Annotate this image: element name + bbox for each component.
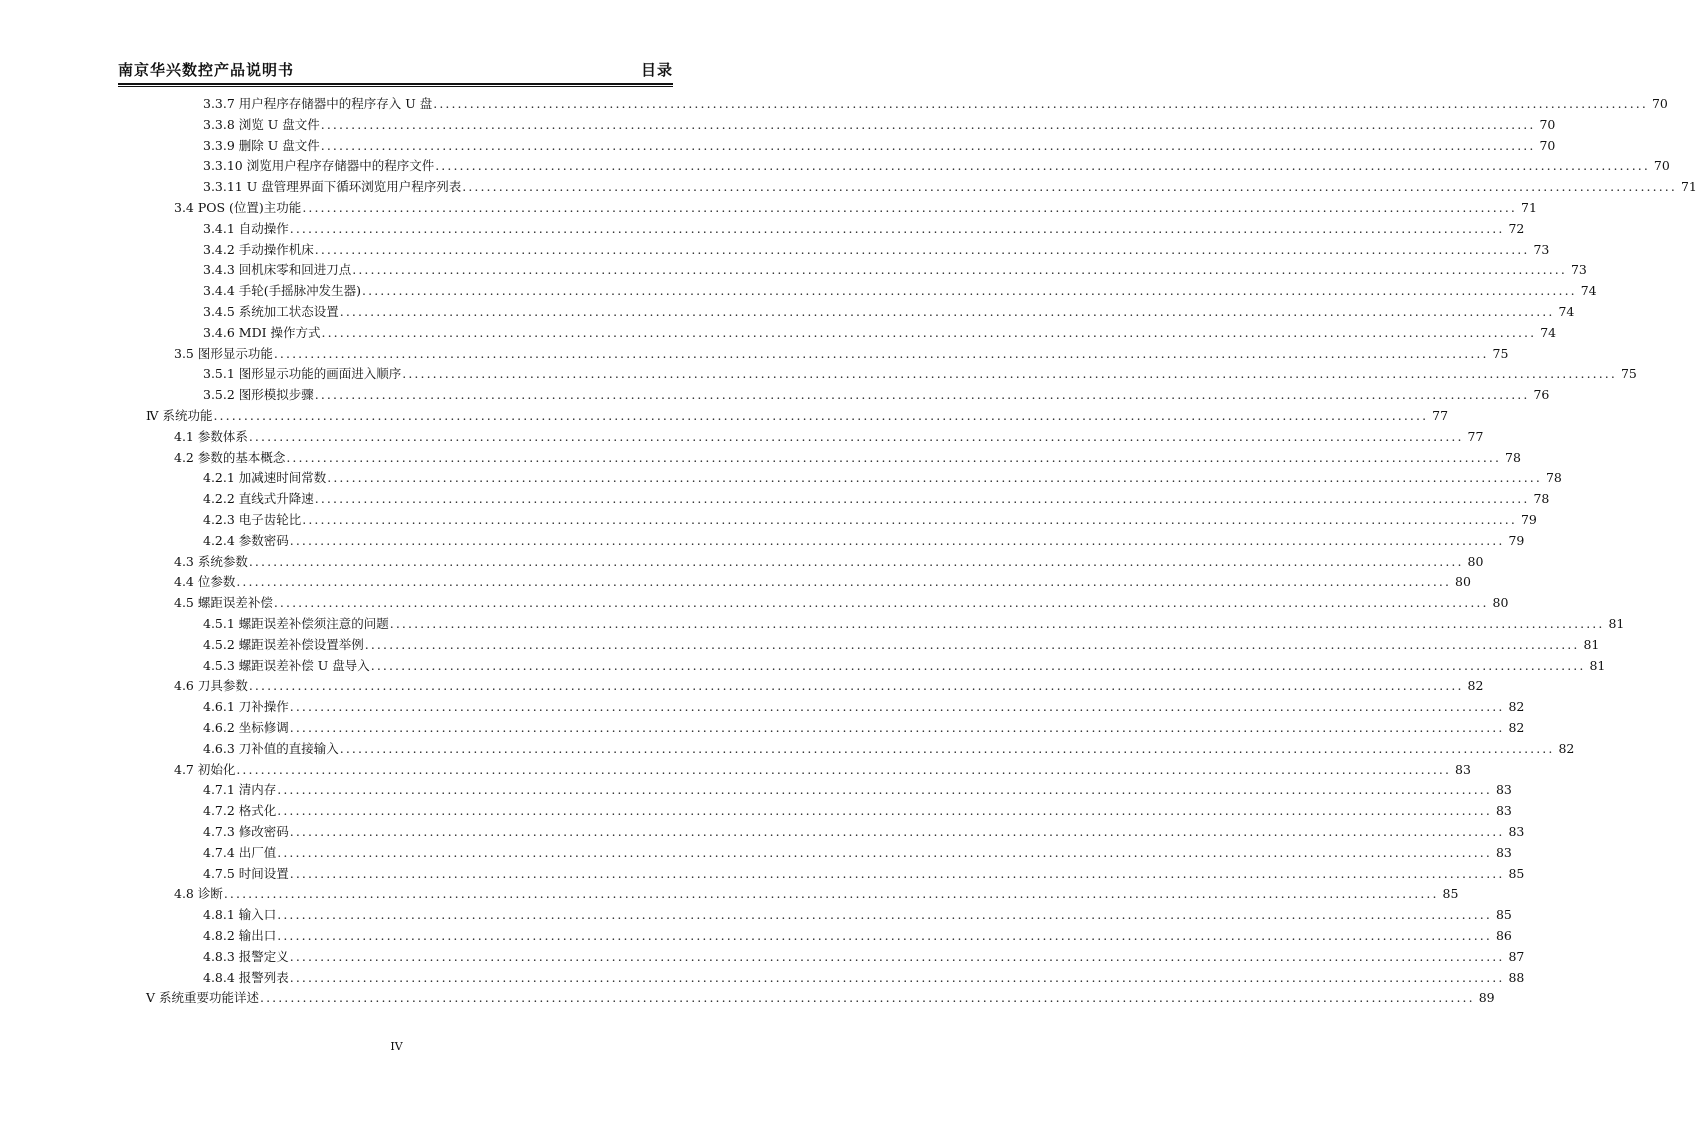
- toc-entry-page: 86: [1495, 928, 1512, 943]
- toc-entry-title: 3.3.10 浏览用户程序存储器中的程序文件: [203, 158, 435, 174]
- toc-entry-title: 3.3.7 用户程序存储器中的程序存入 U 盘: [203, 96, 433, 111]
- toc-entry[interactable]: [0, 552, 1484, 573]
- toc-entry[interactable]: [0, 947, 1525, 968]
- toc-entry-page: 81: [1583, 636, 1600, 652]
- toc-entry[interactable]: [0, 177, 1697, 198]
- toc-entry-page: 78: [1533, 491, 1550, 507]
- toc-dot-leader: ........................................................................................................................................................................................................: [320, 116, 1536, 132]
- toc-entry[interactable]: [0, 489, 1550, 510]
- toc-entry[interactable]: [0, 427, 1484, 448]
- toc-entry-page: 80: [1455, 574, 1471, 590]
- toc-dot-leader: ........................................................................................................................................................................................................: [289, 824, 1505, 839]
- toc-dot-leader: ........................................................................................................................................................................................................: [320, 137, 1536, 153]
- toc-entry-title: 4.8.4 报警列表: [203, 969, 289, 985]
- toc-entry-title: 4.5.3 螺距误差补偿 U 盘导入: [203, 657, 370, 673]
- toc-entry-title: 3.3.9 删除 U 盘文件: [203, 137, 320, 153]
- toc-entry[interactable]: [0, 323, 1557, 344]
- toc-entry-page: 70: [1539, 116, 1556, 132]
- toc-entry-title: 4.2.2 直线式升降速: [203, 491, 314, 507]
- toc-entry[interactable]: [0, 281, 1597, 302]
- toc-entry-page: 87: [1508, 948, 1525, 964]
- toc-entry-title: 4.7 初始化: [174, 761, 236, 777]
- toc-dot-leader: ........................................................................................................................................................................................................: [289, 220, 1505, 236]
- toc-entry-title: Ⅳ 系统功能: [146, 408, 213, 423]
- toc-entry-title: 3.4.3 回机床零和回进刀点: [203, 262, 352, 278]
- toc-entry[interactable]: [0, 198, 1537, 219]
- toc-entry-title: 4.2 参数的基本概念: [174, 449, 286, 465]
- toc-entry-page: 83: [1495, 844, 1512, 860]
- toc-entry[interactable]: [0, 676, 1484, 697]
- toc-entry-page: 76: [1533, 387, 1550, 403]
- toc-entry[interactable]: [0, 136, 1556, 157]
- toc-entry-title: 3.4 POS (位置)主功能: [174, 200, 302, 215]
- toc-entry[interactable]: [0, 385, 1550, 406]
- toc-dot-leader: ........................................................................................................................................................................................................: [236, 761, 1452, 777]
- toc-dot-leader: ........................................................................................................................................................................................................: [402, 366, 1617, 382]
- toc-dot-leader: ........................................................................................................................................................................................................: [248, 553, 1464, 569]
- toc-entry[interactable]: [0, 884, 1459, 905]
- toc-entry-title: 4.2.4 参数密码: [203, 532, 289, 548]
- toc-dot-leader: ........................................................................................................................................................................................................: [289, 948, 1505, 964]
- toc-entry-title: 4.5.1 螺距误差补偿须注意的问题: [203, 616, 389, 631]
- toc-entry-page: 89: [1478, 990, 1495, 1006]
- toc-entry[interactable]: [0, 988, 1495, 1009]
- toc-entry-page: 83: [1455, 761, 1471, 777]
- toc-entry-page: 80: [1492, 595, 1509, 611]
- toc-entry-title: 4.7.1 清内存: [203, 782, 277, 798]
- toc-entry-page: 88: [1508, 969, 1525, 985]
- toc-entry-page: 75: [1492, 345, 1509, 361]
- toc-entry-page: 81: [1608, 616, 1625, 631]
- toc-entry[interactable]: [0, 448, 1521, 469]
- toc-entry-page: 85: [1508, 865, 1525, 881]
- toc-dot-leader: ........................................................................................................................................................................................................: [314, 491, 1530, 507]
- toc-entry[interactable]: [0, 240, 1550, 261]
- toc-entry-title: 4.4 位参数: [174, 574, 236, 590]
- toc-entry[interactable]: [0, 156, 1670, 177]
- toc-entry-title: 3.3.8 浏览 U 盘文件: [203, 116, 320, 132]
- toc-entry-page: 83: [1495, 782, 1512, 798]
- toc-entry[interactable]: [0, 739, 1575, 760]
- toc-dot-leader: ........................................................................................................................................................................................................: [352, 262, 1567, 278]
- toc-entry-title: 4.7.2 格式化: [203, 803, 277, 819]
- toc-entry-page: 82: [1508, 699, 1525, 715]
- toc-entry-title: 3.4.4 手轮(手摇脉冲发生器): [203, 283, 362, 299]
- toc-entry[interactable]: [0, 219, 1525, 240]
- toc-entry-page: 71: [1521, 200, 1537, 215]
- toc-entry-page: 71: [1680, 179, 1697, 195]
- toc-dot-leader: ........................................................................................................................................................................................................: [302, 512, 1517, 527]
- toc-entry-title: 4.5 螺距误差补偿: [174, 595, 273, 611]
- toc-entry[interactable]: [0, 94, 1668, 115]
- toc-entry-title: 4.8.1 输入口: [203, 907, 277, 923]
- toc-entry-title: 3.4.5 系统加工状态设置: [203, 304, 339, 319]
- toc-entry[interactable]: [0, 697, 1525, 718]
- toc-entry-title: 4.7.3 修改密码: [203, 824, 289, 839]
- toc-dot-leader: ........................................................................................................................................................................................................: [302, 200, 1517, 215]
- toc-dot-leader: ........................................................................................................................................................................................................: [321, 324, 1537, 340]
- toc-entry-title: 3.5.2 图形模拟步骤: [203, 387, 314, 403]
- toc-entry[interactable]: [0, 780, 1512, 801]
- toc-entry[interactable]: [0, 614, 1625, 635]
- toc-dot-leader: ........................................................................................................................................................................................................: [277, 844, 1492, 860]
- toc-entry-title: 4.7.5 时间设置: [203, 865, 289, 881]
- toc-entry[interactable]: [0, 344, 1509, 365]
- toc-entry-title: 3.4.6 MDI 操作方式: [203, 324, 321, 340]
- toc-entry-title: 4.7.4 出厂值: [203, 844, 277, 860]
- toc-entry-page: 78: [1505, 449, 1521, 465]
- toc-entry-title: Ⅴ 系统重要功能详述: [146, 990, 260, 1006]
- toc-entry[interactable]: [0, 718, 1525, 739]
- toc-entry-title: 4.6 刀具参数: [174, 678, 248, 694]
- toc-dot-leader: ........................................................................................................................................................................................................: [433, 96, 1648, 111]
- toc-entry[interactable]: [0, 572, 1471, 593]
- toc-entry-page: 82: [1467, 678, 1484, 694]
- toc-dot-leader: ........................................................................................................................................................................................................: [273, 345, 1489, 361]
- toc-dot-leader: ........................................................................................................................................................................................................: [339, 740, 1555, 756]
- toc-entry-page: 74: [1540, 324, 1557, 340]
- toc-entry-page: 70: [1539, 137, 1556, 153]
- toc-dot-leader: ........................................................................................................................................................................................................: [223, 886, 1439, 902]
- toc-dot-leader: ........................................................................................................................................................................................................: [435, 158, 1650, 174]
- toc-entry[interactable]: [0, 864, 1525, 885]
- toc-entry-page: 77: [1432, 408, 1449, 423]
- toc-entry-title: 4.2.1 加减速时间常数: [203, 470, 327, 486]
- toc-entry[interactable]: [0, 801, 1512, 822]
- toc-entry-title: 3.4.1 自动操作: [203, 220, 289, 236]
- toc-dot-leader: ........................................................................................................................................................................................................: [277, 803, 1492, 819]
- toc-entry-page: 70: [1651, 96, 1668, 111]
- toc-dot-leader: ........................................................................................................................................................................................................: [277, 782, 1492, 798]
- toc-dot-leader: ........................................................................................................................................................................................................: [327, 470, 1542, 486]
- toc-dot-leader: ........................................................................................................................................................................................................: [273, 595, 1489, 611]
- toc-entry[interactable]: [0, 531, 1525, 552]
- header-title: 南京华兴数控产品说明书: [118, 61, 295, 79]
- toc-entry-page: 82: [1508, 720, 1525, 735]
- toc-entry-page: 82: [1558, 740, 1575, 756]
- toc-entry-title: 4.6.1 刀补操作: [203, 699, 289, 715]
- toc-entry[interactable]: [0, 635, 1600, 656]
- toc-entry[interactable]: [0, 468, 1562, 489]
- toc-entry-title: 4.1 参数体系: [174, 428, 248, 444]
- toc-entry-title: 4.2.3 电子齿轮比: [203, 512, 302, 527]
- toc-dot-leader: ........................................................................................................................................................................................................: [289, 969, 1505, 985]
- toc-entry-title: 4.6.2 坐标修调: [203, 720, 289, 735]
- toc-entry-title: 4.8.3 报警定义: [203, 948, 289, 964]
- toc-entry[interactable]: [0, 593, 1509, 614]
- toc-dot-leader: ........................................................................................................................................................................................................: [277, 928, 1492, 943]
- toc-entry[interactable]: [0, 822, 1525, 843]
- toc-dot-leader: ........................................................................................................................................................................................................: [260, 990, 1475, 1006]
- toc-entry[interactable]: [0, 656, 1606, 677]
- toc-entry-page: 72: [1508, 220, 1525, 236]
- toc-entry[interactable]: [0, 115, 1556, 136]
- toc-dot-leader: ........................................................................................................................................................................................................: [248, 428, 1464, 444]
- toc-entry[interactable]: [0, 260, 1587, 281]
- toc-entry-title: 3.5 图形显示功能: [174, 345, 273, 361]
- toc-entry-title: 4.8.2 输出口: [203, 928, 277, 943]
- toc-entry-title: 3.4.2 手动操作机床: [203, 241, 314, 257]
- header-section: 目录: [640, 61, 673, 79]
- toc-dot-leader: ........................................................................................................................................................................................................: [213, 408, 1429, 423]
- toc-dot-leader: ........................................................................................................................................................................................................: [370, 657, 1586, 673]
- page-header: [118, 56, 673, 80]
- toc-entry-page: 83: [1508, 824, 1525, 839]
- toc-entry-title: 4.3 系统参数: [174, 553, 248, 569]
- toc-entry-page: 74: [1558, 304, 1575, 319]
- toc-dot-leader: ........................................................................................................................................................................................................: [289, 720, 1505, 735]
- toc-entry-page: 73: [1570, 262, 1587, 278]
- toc-entry-page: 77: [1467, 428, 1484, 444]
- toc-dot-leader: ........................................................................................................................................................................................................: [389, 616, 1605, 631]
- header-rule-thin: [118, 86, 673, 87]
- toc-entry[interactable]: [0, 406, 1449, 427]
- toc-entry-page: 85: [1495, 907, 1512, 923]
- toc-dot-leader: ........................................................................................................................................................................................................: [286, 449, 1502, 465]
- toc-dot-leader: ........................................................................................................................................................................................................: [314, 387, 1530, 403]
- page-number-footer: IV: [390, 1040, 403, 1053]
- toc-entry-title: 4.6.3 刀补值的直接输入: [203, 740, 339, 756]
- toc-entry[interactable]: [0, 926, 1512, 947]
- toc-dot-leader: ........................................................................................................................................................................................................: [339, 304, 1555, 319]
- toc-entry-page: 83: [1495, 803, 1512, 819]
- toc-entry[interactable]: [0, 968, 1525, 989]
- toc-dot-leader: ........................................................................................................................................................................................................: [364, 636, 1580, 652]
- toc-entry-page: 70: [1653, 158, 1670, 174]
- toc-entry-title: 4.5.2 螺距误差补偿设置举例: [203, 636, 364, 652]
- toc-entry[interactable]: [0, 302, 1575, 323]
- toc-dot-leader: ........................................................................................................................................................................................................: [289, 532, 1505, 548]
- toc-entry-page: 75: [1620, 366, 1637, 382]
- toc-dot-leader: ........................................................................................................................................................................................................: [289, 865, 1505, 881]
- toc-dot-leader: ........................................................................................................................................................................................................: [248, 678, 1464, 694]
- toc-entry-title: 3.5.1 图形显示功能的画面进入顺序: [203, 366, 402, 382]
- toc-entry[interactable]: [0, 760, 1471, 781]
- toc-entry-page: 85: [1442, 886, 1459, 902]
- toc-entry-page: 74: [1580, 283, 1597, 299]
- toc-entry-page: 81: [1589, 657, 1606, 673]
- toc-dot-leader: ........................................................................................................................................................................................................: [236, 574, 1452, 590]
- toc-entry-title: 3.3.11 U 盘管理界面下循环浏览用户程序列表: [203, 179, 462, 195]
- toc-entry[interactable]: [0, 364, 1637, 385]
- toc-entry[interactable]: [0, 843, 1512, 864]
- toc-dot-leader: ........................................................................................................................................................................................................: [462, 179, 1677, 195]
- toc-entry[interactable]: [0, 905, 1512, 926]
- toc-entry-title: 4.8 诊断: [174, 886, 223, 902]
- toc-entry-page: 78: [1545, 470, 1562, 486]
- toc-dot-leader: ........................................................................................................................................................................................................: [289, 699, 1505, 715]
- toc-dot-leader: ........................................................................................................................................................................................................: [362, 283, 1577, 299]
- toc-entry-page: 80: [1467, 553, 1484, 569]
- toc-dot-leader: ........................................................................................................................................................................................................: [314, 241, 1530, 257]
- toc-dot-leader: ........................................................................................................................................................................................................: [277, 907, 1492, 923]
- toc-entry-page: 79: [1520, 512, 1537, 527]
- toc-entry-page: 73: [1533, 241, 1550, 257]
- toc-entry[interactable]: [0, 510, 1537, 531]
- toc-entry-page: 79: [1508, 532, 1525, 548]
- header-rule-thick: [118, 83, 673, 85]
